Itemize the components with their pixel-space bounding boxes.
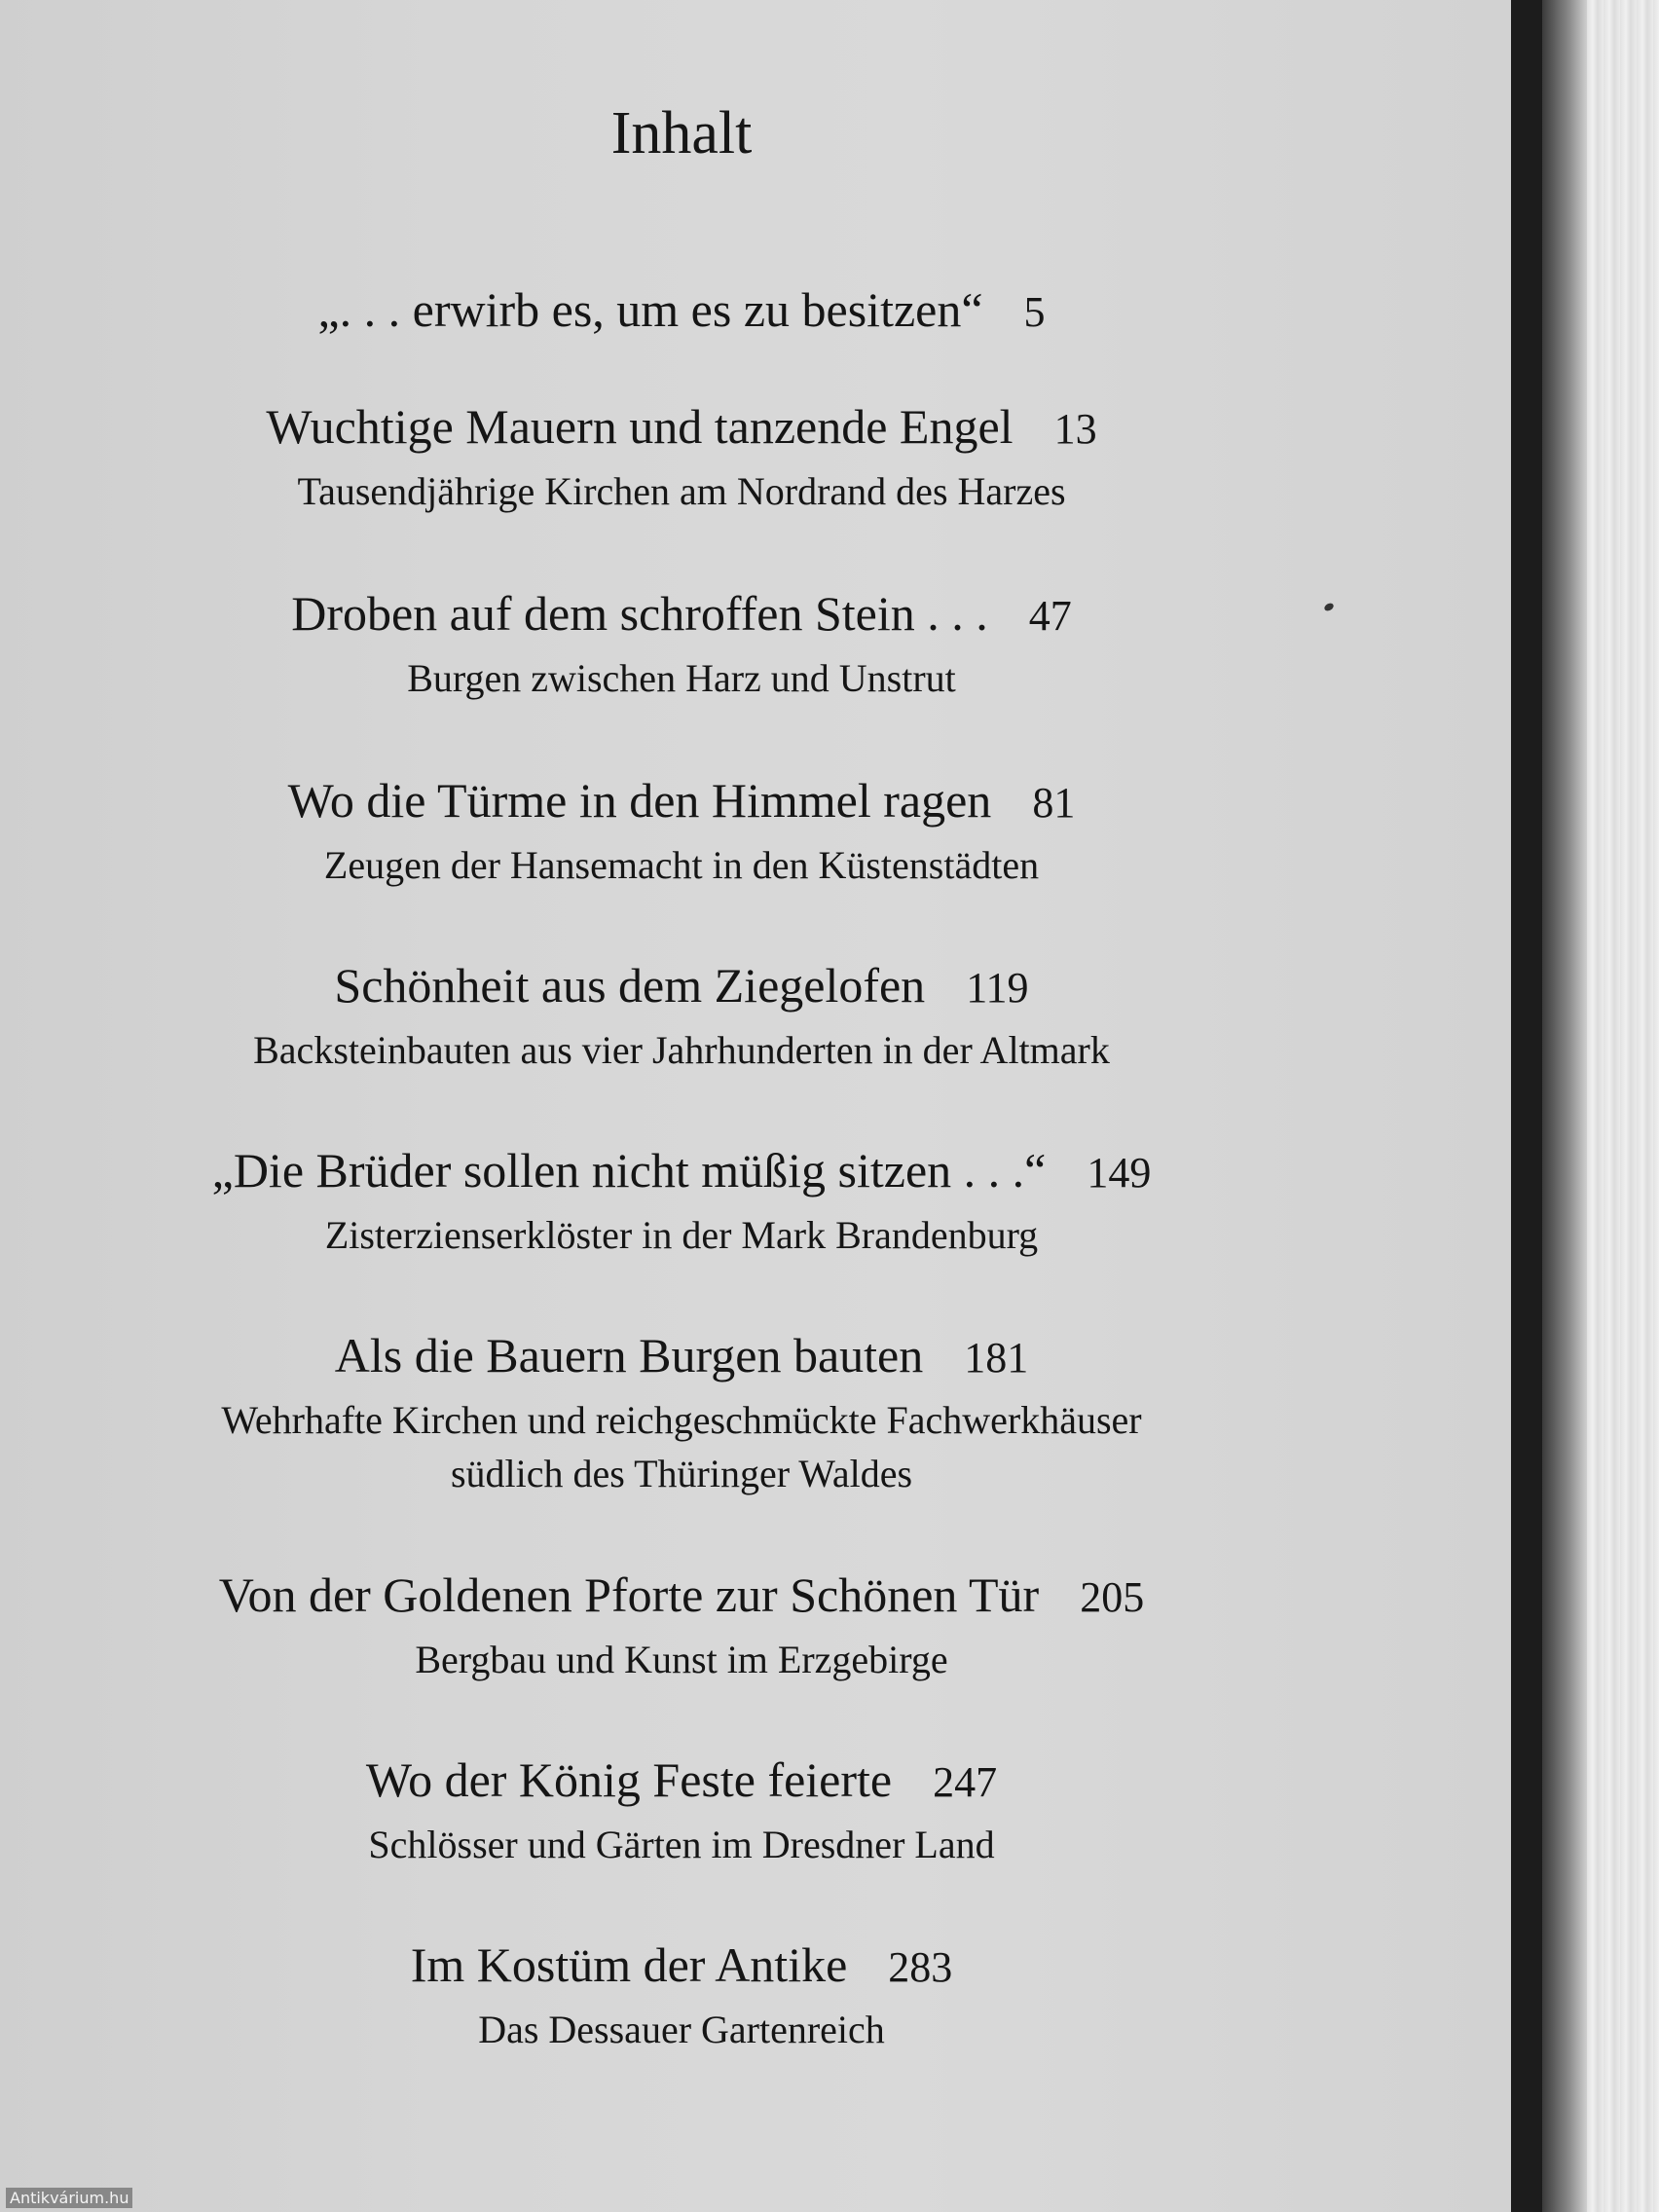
toc-entry xyxy=(97,1751,1266,1871)
toc-entry-title: Wo der König Feste feierte xyxy=(365,1752,893,1807)
toc-entry-subtitle: Das Dessauer Gartenreich xyxy=(478,2008,885,2051)
toc-entry-page: 5 xyxy=(1023,288,1046,336)
toc-entry-title: „Die Brüder sollen nicht müßig sitzen . . .“ xyxy=(211,1143,1047,1198)
toc-entry xyxy=(97,584,1266,705)
shelf-edge xyxy=(1542,0,1587,2212)
toc-entry-title-line xyxy=(97,771,1266,832)
toc-entry-title-line xyxy=(97,956,1266,1017)
toc-entry-subtitle: Bergbau und Kunst im Erzgebirge xyxy=(415,1638,948,1681)
toc-entry-subtitle: Wehrhafte Kirchen und reichgeschmückte Fachwerkhäuser xyxy=(221,1398,1142,1442)
toc-entry-page: 247 xyxy=(933,1758,998,1806)
toc-entry xyxy=(97,1936,1266,2056)
toc-entry-title-line xyxy=(97,280,1266,342)
toc-entry-page: 149 xyxy=(1087,1149,1152,1197)
toc-entry-title-line xyxy=(97,1326,1266,1387)
toc-entry-title: Im Kostüm der Antike xyxy=(410,1937,848,1992)
toc-entry-title-line xyxy=(97,1751,1266,1812)
toc-entry xyxy=(97,397,1266,518)
toc-entry-page: 47 xyxy=(1028,592,1072,640)
wood-background xyxy=(1587,0,1659,2212)
toc-entry-title-line xyxy=(97,584,1266,645)
toc-entry-title: Wuchtige Mauern und tanzende Engel xyxy=(266,399,1014,454)
toc-entry-title: Als die Bauern Burgen bauten xyxy=(334,1328,924,1382)
watermark: Antikvárium.hu xyxy=(6,2188,132,2208)
toc-entry-subtitle: Tausendjährige Kirchen am Nordrand des Harzes xyxy=(297,469,1066,513)
toc-entry-title-line xyxy=(97,397,1266,459)
toc-entry-page: 205 xyxy=(1080,1573,1145,1621)
toc-entry-page: 283 xyxy=(888,1943,953,1991)
toc-entry-title: Droben auf dem schroffen Stein . . . xyxy=(291,586,988,641)
toc-entry-title: Schönheit aus dem Ziegelofen xyxy=(334,958,926,1013)
ink-speck xyxy=(1323,602,1335,612)
toc-entry-title-line xyxy=(97,1566,1266,1627)
toc-entry-title: Wo die Türme in den Himmel ragen xyxy=(287,773,992,828)
toc-entry-subtitle: Schlösser und Gärten im Dresdner Land xyxy=(368,1823,995,1866)
toc-entry-page: 181 xyxy=(964,1334,1029,1382)
toc-entry-subtitle-continued: südlich des Thüringer Waldes xyxy=(450,1452,913,1495)
toc-entry xyxy=(97,1566,1266,1686)
toc-entry-subtitle: Zisterzienserklöster in der Mark Brandenburg xyxy=(324,1213,1039,1257)
toc-entry-subtitle: Zeugen der Hansemacht in den Küstenstädten xyxy=(323,843,1040,887)
toc-entry-page: 81 xyxy=(1032,779,1076,827)
toc-entry-page: 13 xyxy=(1053,405,1097,453)
toc-entry-title: „. . . erwirb es, um es zu besitzen“ xyxy=(317,282,983,337)
toc-entry-subtitle: Burgen zwischen Harz und Unstrut xyxy=(407,656,956,700)
book-spine-edge xyxy=(1511,0,1542,2212)
toc-heading: Inhalt xyxy=(610,100,753,166)
toc-entry xyxy=(97,1326,1266,1500)
toc-entry-title: Von der Goldenen Pforte zur Schönen Tür xyxy=(218,1567,1040,1622)
toc-entry-title-line xyxy=(97,1141,1266,1202)
toc-entry-page: 119 xyxy=(966,964,1029,1012)
toc-entry xyxy=(97,771,1266,892)
toc-entry xyxy=(97,956,1266,1077)
toc-entry xyxy=(97,280,1266,342)
toc-entry-title-line xyxy=(97,1936,1266,1997)
toc-entry xyxy=(97,1141,1266,1262)
toc-entry-subtitle: Backsteinbauten aus vier Jahrhunderten in der Altmark xyxy=(253,1028,1110,1072)
